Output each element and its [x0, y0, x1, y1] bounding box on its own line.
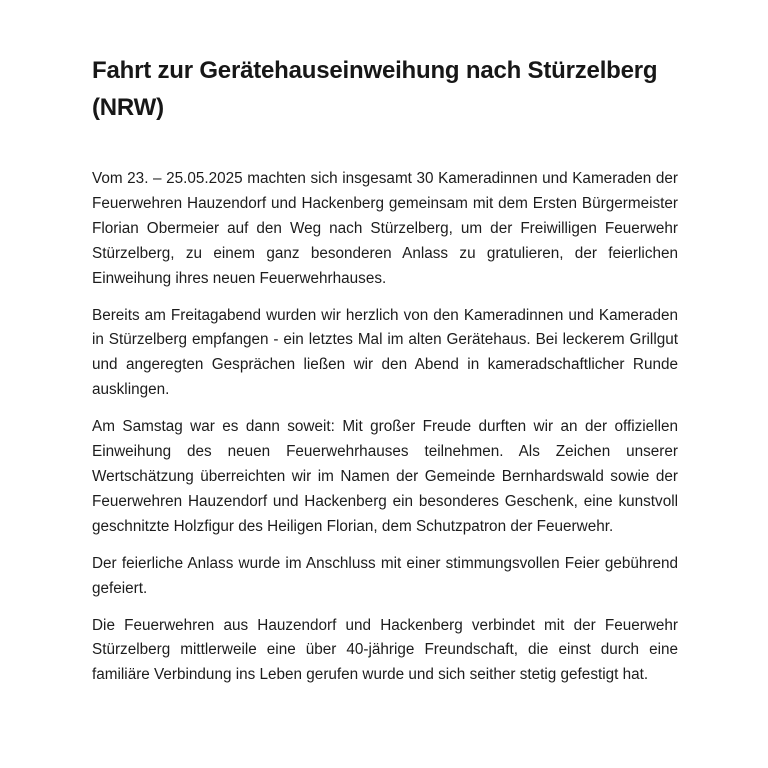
document-body — [92, 167, 678, 688]
paragraph-friday-evening: Bereits am Freitagabend wurden wir herzlich von den Kameradinnen und Kameraden in Stürzelberg empfangen - ein letztes Mal im alten Gerätehaus. Bei leckerem Grillgut und angeregten Gesprächen ließen wir den Abend in kameradschaftlicher Runde ausklingen. — [92, 306, 678, 399]
paragraph-trip-intro: Vom 23. – 25.05.2025 machten sich insgesamt 30 Kameradinnen und Kameraden der Feuerwehren Hauzendorf und Hackenberg gemeinsam mit dem Ersten Bürgermeister Florian Obermeier auf den Weg nach Stürzelberg, um der Freiwilligen Feuerwehr Stürzelberg, zu einem ganz besonderen Anlass zu gratulieren, der feierlichen Einweihung ihres neuen Feuerwehrhauses. — [92, 170, 678, 287]
paragraph-celebration: Der feierliche Anlass wurde im Anschluss mit einer stimmungsvollen Feier gebührend gefeiert. — [92, 554, 678, 597]
document-title: Fahrt zur Gerätehauseinweihung nach Stürzelberg (NRW) — [92, 57, 658, 121]
paragraph-saturday-inauguration: Am Samstag war es dann soweit: Mit großer Freude durften wir an der offiziellen Einweihung des neuen Feuerwehrhauses teilnehmen. Als Zeichen unserer Wertschätzung überreichten wir im Namen der Gemeinde Bernhardswald sowie der Feuerwehren Hauzendorf und Hackenberg ein besonderes Geschenk, eine kunstvoll geschnitzte Holzfigur des Heiligen Florian, dem Schutzpatron der Feuerwehr. — [92, 418, 678, 535]
paragraph-friendship: Die Feuerwehren aus Hauzendorf und Hackenberg verbindet mit der Feuerwehr Stürzelberg mittlerweile eine über 40-jährige Freundschaft, die einst durch eine familiäre Verbindung ins Leben gerufen wurde und sich seither stetig gefestigt hat. — [92, 616, 678, 684]
